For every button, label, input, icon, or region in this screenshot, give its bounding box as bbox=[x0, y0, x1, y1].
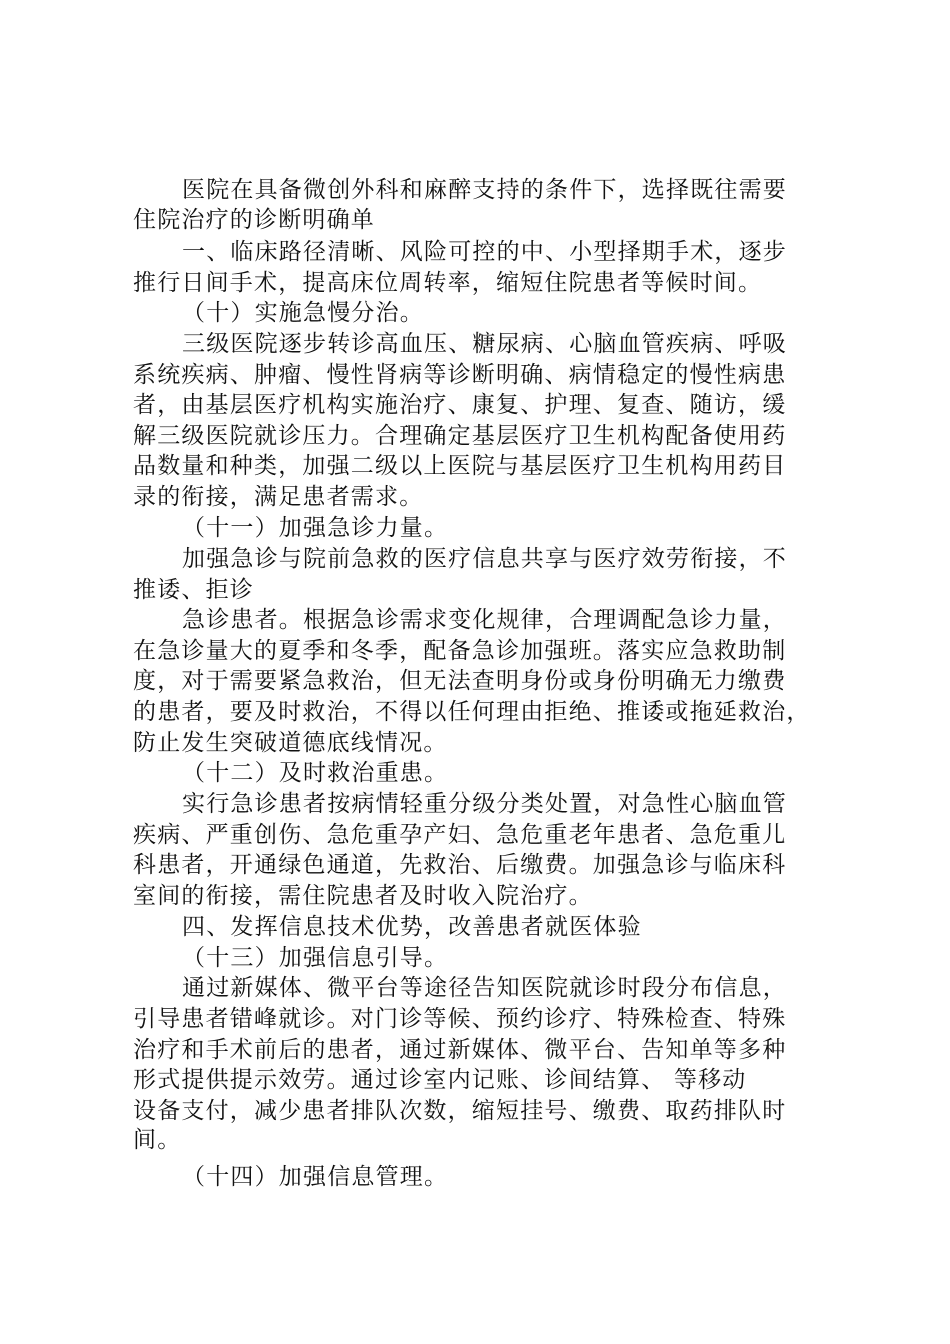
text-line: （十一）加强急诊力量。 bbox=[182, 515, 449, 541]
text-line: 系统疾病、肿瘤、慢性肾病等诊断明确、病情稳定的慢性病患 bbox=[133, 362, 787, 388]
text-line: 在急诊量大的夏季和冬季，配备急诊加强班。落实应急救助制 bbox=[133, 638, 787, 664]
text-line: （十三）加强信息引导。 bbox=[182, 945, 449, 971]
text-line: 防止发生突破道德底线情况。 bbox=[133, 730, 448, 756]
text-line: 引导患者错峰就诊。对门诊等候、预约诊疗、特殊检查、特殊 bbox=[133, 1006, 787, 1032]
text-line: 医院在具备微创外科和麻醉支持的条件下，选择既往需要 bbox=[182, 177, 787, 203]
text-line: 加强急诊与院前急救的医疗信息共享与医疗效劳衔接，不 bbox=[182, 546, 787, 572]
text-line: 的患者，要及时救治，不得以任何理由拒绝、推诿或拖延救治， bbox=[133, 699, 811, 725]
text-line: 设备支付，减少患者排队次数，缩短挂号、缴费、取药排队时 bbox=[133, 1098, 787, 1124]
text-line: （十）实施急慢分治。 bbox=[182, 300, 424, 326]
text-line: 间。 bbox=[133, 1127, 182, 1153]
text-line: 录的衔接，满足患者需求。 bbox=[133, 484, 424, 510]
text-line: （十二）及时救治重患。 bbox=[182, 760, 449, 786]
text-line: 度，对于需要紧急救治，但无法查明身份或身份明确无力缴费 bbox=[133, 668, 787, 694]
text-line: （十四）加强信息管理。 bbox=[182, 1164, 449, 1190]
text-line: 形式提供提示效劳。通过诊室内记账、诊间结算、 等移动 bbox=[133, 1067, 747, 1093]
text-line: 住院治疗的诊断明确单 bbox=[133, 207, 375, 233]
text-line: 三级医院逐步转诊高血压、糖尿病、心脑血管疾病、呼吸 bbox=[182, 331, 787, 357]
text-line: 四、发挥信息技术优势，改善患者就医体验 bbox=[182, 914, 642, 940]
text-line: 者，由基层医疗机构实施治疗、康复、护理、复查、随访，缓 bbox=[133, 392, 787, 418]
text-line: 推行日间手术，提高床位周转率，缩短住院患者等候时间。 bbox=[133, 270, 763, 296]
text-line: 一、临床路径清晰、风险可控的中、小型择期手术，逐步 bbox=[182, 239, 787, 265]
text-line: 品数量和种类，加强二级以上医院与基层医疗卫生机构用药目 bbox=[133, 453, 787, 479]
text-line: 科患者，开通绿色通道，先救治、后缴费。加强急诊与临床科 bbox=[133, 852, 787, 878]
text-line: 治疗和手术前后的患者，通过新媒体、微平台、告知单等多种 bbox=[133, 1037, 787, 1063]
text-line: 急诊患者。根据急诊需求变化规律，合理调配急诊力量， bbox=[182, 607, 787, 633]
text-line: 实行急诊患者按病情轻重分级分类处置，对急性心脑血管 bbox=[182, 791, 787, 817]
text-line: 疾病、严重创伤、急危重孕产妇、急危重老年患者、急危重儿 bbox=[133, 822, 787, 848]
text-line: 通过新媒体、微平台等途径告知医院就诊时段分布信息， bbox=[182, 975, 787, 1001]
text-line: 室间的衔接，需住院患者及时收入院治疗。 bbox=[133, 883, 593, 909]
text-line: 推诿、拒诊 bbox=[133, 577, 254, 603]
text-line: 解三级医院就诊压力。合理确定基层医疗卫生机构配备使用药 bbox=[133, 423, 787, 449]
